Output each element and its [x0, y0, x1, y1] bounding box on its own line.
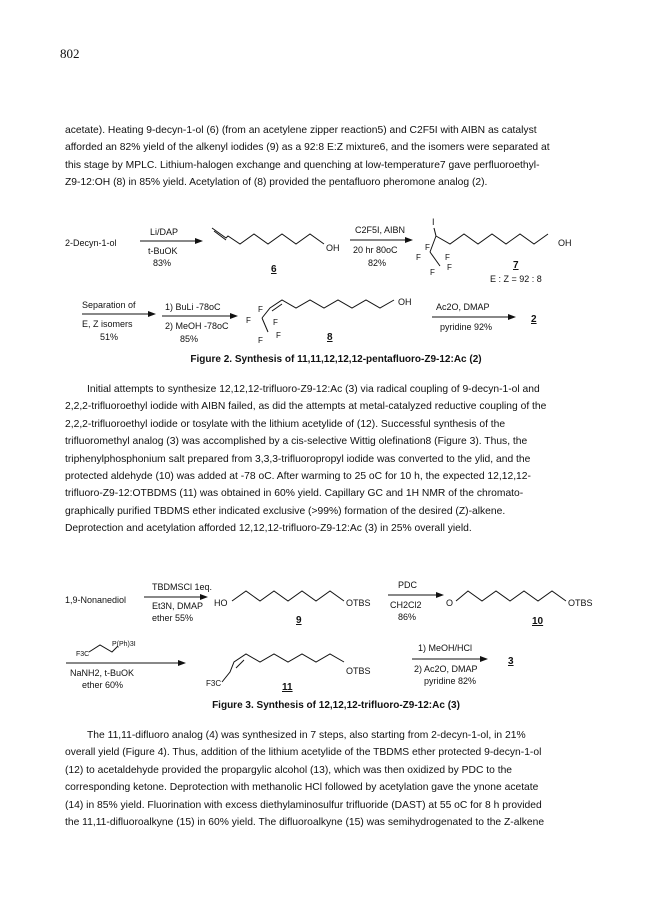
arrow-head	[178, 660, 186, 666]
start-material-label: 1,9-Nonanediol	[65, 595, 127, 605]
step-label: E, Z isomers	[82, 319, 133, 329]
text-line: acetate). Heating 9-decyn-1-ol (6) (from an acetylene zipper reaction5) and C2F5I with AIBN as catalyst	[65, 125, 537, 136]
silyl-ether-label: OTBS	[568, 598, 593, 608]
conditions-label: 20 hr 80oC	[353, 245, 398, 255]
page-number: 802	[60, 46, 80, 61]
figure-3-caption: Figure 3. Synthesis of 12,12,12-trifluoro-Z9-12:Ac (3)	[212, 700, 460, 711]
conditions-label: pyridine 82%	[424, 676, 477, 686]
yield-label: 51%	[100, 332, 119, 342]
text-line: this stage by MPLC. Lithium-halogen exchange and quenching at low-temperature7 gave perfluoroethyl-	[65, 159, 540, 171]
fluorine-label: F	[246, 316, 251, 325]
fluorine-label: F	[430, 268, 435, 277]
text-line: The 11,11-difluoro analog (4) was synthesized in 7 steps, also starting from 2-decyn-1-ol, in 21%	[87, 730, 526, 741]
hydroxyl-label: OH	[558, 238, 572, 248]
paragraph-3	[65, 727, 625, 831]
yield-label: 86%	[398, 612, 417, 622]
arrow-head	[480, 656, 488, 662]
fluorine-label: F	[416, 253, 421, 262]
fluorine-label: F	[276, 331, 281, 340]
yield-label: ether 60%	[82, 680, 124, 690]
arrow-head	[200, 594, 208, 600]
compound-number: 8	[327, 332, 333, 343]
reagent-label: C2F5I, AIBN	[355, 225, 406, 235]
silyl-ether-label: OTBS	[346, 666, 371, 676]
text-line: protected aldehyde (10) was added at -78 oC. After warming to 25 oC for 10 h, the expected 12,12,12-	[65, 471, 531, 483]
reagent-label: 1) BuLi -78oC	[165, 302, 221, 312]
compound-10-skeleton	[456, 591, 566, 601]
reagent-label: TBDMSCl 1eq.	[152, 582, 213, 592]
figure-2-caption: Figure 2. Synthesis of 11,11,12,12,12-pentafluoro-Z9-12:Ac (2)	[190, 354, 482, 365]
reagent-label: Li/DAP	[150, 227, 179, 237]
text-line: corresponding ketone. Deprotection with methanolic HCl followed by acetylation gave the ynone acetate	[65, 782, 539, 794]
fluorine-label: F	[425, 243, 430, 252]
text-line: the 11,11-difluoroalkyne (15) in 60% yield. The difluoroalkyne (15) was semihydrogenated to the Z-alkene	[65, 817, 545, 829]
compound-number: 6	[271, 264, 277, 275]
reagent-label: 2) MeOH -78oC	[165, 321, 229, 331]
yield-label: ether 55%	[152, 613, 194, 623]
silyl-ether-label: OTBS	[346, 598, 371, 608]
reagent-label: 1) MeOH/HCl	[418, 643, 473, 653]
fluorine-label: F	[447, 263, 452, 272]
text-line: triphenylphosphonium salt prepared from 3,3,3-trifluoropropyl iodide was converted to the ylid, and the	[65, 453, 531, 465]
reagent-label: NaNH2, t-BuOK	[70, 668, 135, 678]
start-material-label: 2-Decyn-1-ol	[65, 238, 117, 248]
text-line: Deprotection and acetylation afforded 12,12,12-trifluoro-Z9-12:Ac (3) in 25% overall yield.	[65, 523, 472, 535]
fluorine-label: F	[445, 253, 450, 262]
yield-label: 85%	[180, 334, 199, 344]
trifluoromethyl-label: F3C	[206, 679, 222, 688]
text-line: 2,2,2-trifluoroethyl iodide or tosylate with the lithium acetylide of (12). Successful synthesis of the	[65, 418, 506, 430]
isomer-ratio: E : Z = 92 : 8	[490, 274, 542, 284]
compound-number: 7	[513, 260, 519, 271]
compound-number: 11	[282, 682, 293, 693]
compound-number: 10	[532, 616, 544, 627]
solvent-label: CH2Cl2	[390, 600, 422, 610]
step-label: Separation of	[82, 300, 136, 310]
reagent-label: Et3N, DMAP	[152, 601, 204, 611]
text-line: 2,2,2-trifluoroethyl iodide with AIBN failed, as did the attempts at metal-catalyzed reductive coupling of the	[65, 401, 547, 413]
compound-number: 9	[296, 615, 302, 626]
arrow-head	[436, 592, 444, 598]
conditions-label: pyridine 92%	[440, 322, 493, 332]
text-line: Initial attempts to synthesize 12,12,12-trifluoro-Z9-12:Ac (3) via radical coupling of 9-decyn-1-ol and	[87, 384, 540, 395]
text-line: graphically purified TBDMS ether indicated exclusive (>99%) formation of the desired (Z)-alkene.	[65, 505, 506, 517]
fluorine-label: F	[258, 336, 263, 345]
text-line: trifluoromethyl analog (3) was accomplished by a cis-selective Wittig olefination8 (Figure 3). Thus, the	[65, 436, 528, 448]
fluorine-label: F	[273, 318, 278, 327]
text-line: (12) to acetaldehyde provided the propargylic alcohol (13), which was then oxidized by PDC to the	[65, 764, 513, 776]
reagent-label: PDC	[398, 580, 418, 590]
reagent-label: Ac2O, DMAP	[436, 302, 490, 312]
double-bond	[236, 660, 244, 668]
reagent-label: F3C	[76, 651, 90, 658]
reagent-label: 2) Ac2O, DMAP	[414, 664, 478, 674]
text-line: trifluoro-Z9-12:OTBDMS (11) was obtained in 60% yield. Capillary GC and 1H NMR of the chromato-	[65, 488, 524, 500]
reagent-label: t-BuOK	[148, 246, 178, 256]
compound-number: 3	[508, 656, 514, 667]
fluorine-label: F	[258, 305, 263, 314]
compound-number: 2	[531, 314, 537, 325]
reagent-label: P(Ph)3I	[112, 641, 136, 648]
text-line: (14) in 85% yield. Fluorination with excess diethylaminosulfur trifluoride (DAST) at 55 oC for 8 h provided	[65, 799, 542, 811]
text-line: afforded an 82% yield of the alkenyl iodides (9) as a 92:8 E:Z mixture6, and the isomers were separated at	[65, 142, 550, 154]
hydroxyl-label: OH	[326, 243, 340, 253]
text-line: overall yield (Figure 4). Thus, addition of the lithium acetylide of the TBDMS ether protected 9-decyn-1-ol	[65, 747, 542, 759]
hydroxyl-label: OH	[398, 297, 412, 307]
text-line: Z9-12:OH (8) in 85% yield. Acetylation of (8) provided the pentafluoro pheromone analog (2).	[65, 177, 488, 189]
compound-9-skeleton	[232, 591, 344, 601]
yield-label: 83%	[153, 258, 172, 268]
yield-label: 82%	[368, 258, 387, 268]
hydroxyl-label: HO	[214, 598, 228, 608]
iodine-label: I	[432, 217, 435, 227]
carbonyl-oxygen-label: O	[446, 598, 454, 608]
compound-11-skeleton	[222, 654, 344, 682]
